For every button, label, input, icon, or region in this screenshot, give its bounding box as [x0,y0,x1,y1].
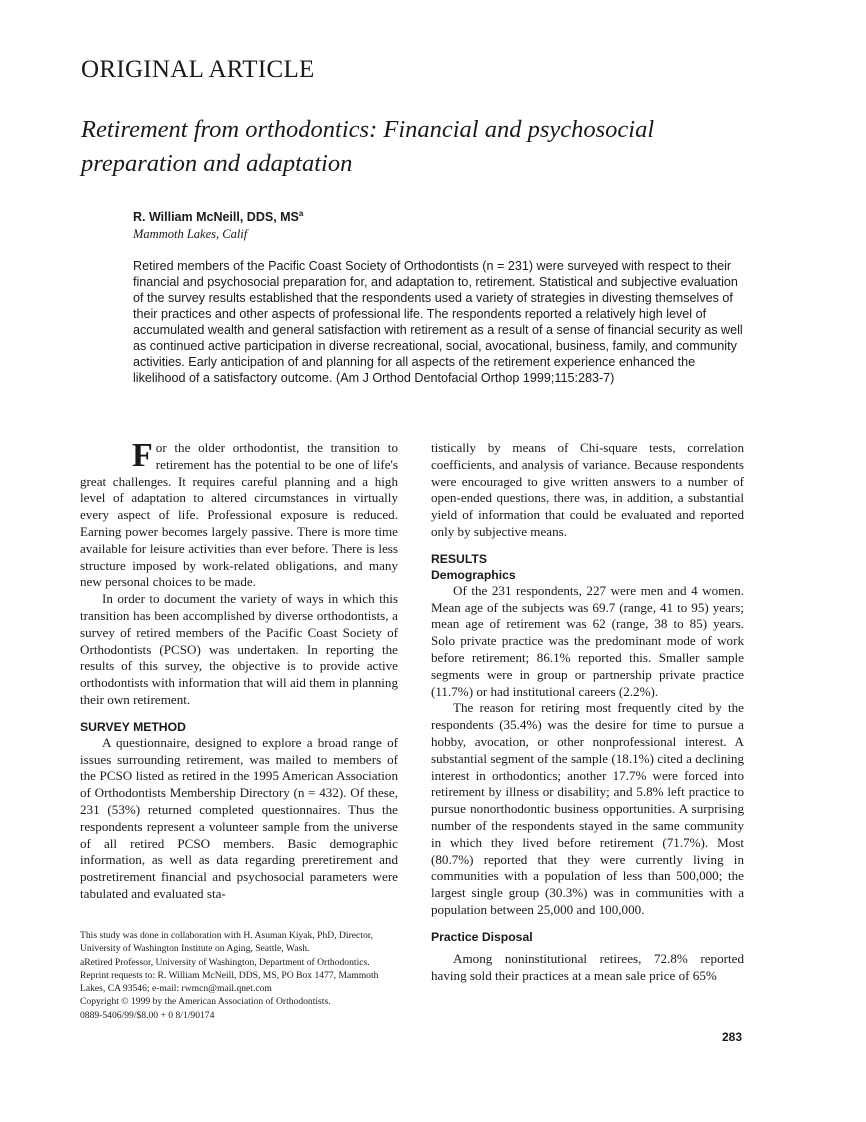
intro-p1-text: or the older orthodontist, the transition to retirement has the potential to be one of life's great challenges. It requires careful planning and a high level of adaptation to altered circumstances in virtually every aspect of life. Professional exposure is reduced. Earning power becomes largely passive. There is more time available for leisure activities than ever before. There is less structure imposed by work-related obligations, and many new personal choices to be made. [80,440,398,590]
heading-results: RESULTS [431,551,487,566]
heading-practice-disposal: Practice Disposal [431,929,533,944]
footnote-line: This study was done in collaboration with H. Asuman Kiyak, PhD, Director, [80,930,373,941]
page-number: 283 [722,1030,743,1044]
footnote-line: Lakes, CA 93546; e-mail: rwmcn@mail.qnet.com [80,983,272,995]
footnote-line: Copyright © 1999 by the American Association of Orthodontists. [80,996,331,1008]
demographics-paragraph-1: Of the 231 respondents, 227 were men and 4 women. Mean age of the subjects was 69.7 (range, 41 to 95) years; mean age of retirement was 62 (range, 38 to 85) years. Solo private practice was the predominant mode of work before retirement; 86.1% reported this. Smaller sample segments were in group or partnership private practice (11.7%) or had institutional careers (2.2%). [431,582,744,699]
affiliation: Mammoth Lakes, Calif [133,227,248,241]
author-superscript: a [298,209,304,218]
footnote-line: Reprint requests to: R. William McNeill, DDS, MS, PO Box 1477, Mammoth [80,969,379,981]
section-label: ORIGINAL ARTICLE [81,56,315,83]
column-right [431,440,744,984]
heading-demographics: Demographics [431,567,516,582]
intro-paragraph-2: In order to document the variety of ways in which this transition has been accomplished by diverse orthodontists, a survey of retired members of the Pacific Coast Society of Orthodontists (PCSO) was undertaken. In reporting the results of this survey, the objective is to provide active orthodontists with information that will aid them in planning their own retirement. [80,591,398,707]
author-name: R. William McNeill, DDS, MS [133,210,299,225]
intro-paragraph-1 [80,437,398,591]
drop-cap: F [132,437,153,474]
heading-survey-method: SURVEY METHOD [80,719,186,734]
practice-paragraph-1: Among noninstitutional retirees, 72.8% reported having sold their practices at a mean sale price of 65% [431,950,744,983]
column-left [80,437,398,903]
survey-paragraph-part1: A questionnaire, designed to explore a broad range of issues surrounding retirement, was mailed to members of the PCSO listed as retired in the 1995 American Association of Orthodontists Membership Directory (n = 432). Of these, 231 (53%) returned completed questionnaires. Thus the respondents represent a volunteer sample from the universe of all retired PCSO members. Basic demographic information, as well as data regarding preretirement and postretirement financial and psychosocial parameters were tabulated and evaluated sta- [80,734,398,901]
survey-paragraph-part2: tistically by means of Chi-square tests, correlation coefficients, and analysis of variance. Because respondents were encouraged to give written answers to a number of open-ended questions, there was, in addition, a substantial yield of information that could be evaluated and reported only by subjective means. [431,440,744,539]
footnote-line: aRetired Professor, University of Washington, Department of Orthodontics. [80,956,370,968]
article-title: Retirement from orthodontics: Financial and psychosocial preparation and adaptation [81,116,655,177]
abstract: Retired members of the Pacific Coast Society of Orthodontists (n = 231) were surveyed with respect to their financial and psychosocial preparation for, and adaptation to, retirement. Statistical and subjective evaluation of the survey results established that the respondents used a variety of strategies in divesting themselves of their practices and other aspects of professional life. The respondents reported a relatively high level of accumulated wealth and general satisfaction with retirement as a result of a sense of financial security as well as continued active participation in diverse recreational, social, avocational, business, family, and community activities. Early anticipation of and planning for all aspects of the retirement experience enhanced the likelihood of a satisfactory outcome. (Am J Orthod Dentofacial Orthop 1999;115:283-7) [133,259,743,385]
author-line [133,209,303,224]
demographics-paragraph-2: The reason for retiring most frequently cited by the respondents (35.4%) was the desire for time to pursue a hobby, avocation, or other nonprofessional interest. A substantial segment of the sample (18.1%) cited a declining interest in orthodontics; another 17.7% were forced into retirement by illness or disability; and 5.8% left practice to pursue nonorthodontic business opportunities. A surprising number of the respondents stayed in the same community in which they lived before retirement (71.7%). Most (80.7%) reported that they were currently living in communities with a population of less than 500,000; the largest single group (30.3%) was in communities with a population between 25,000 and 100,000. [431,700,744,917]
footnote-line: 0889-5406/99/$8.00 + 0 8/1/90174 [80,1009,215,1021]
footnote-line: University of Washington Institute on Aging, Seattle, Wash. [80,943,310,955]
footnotes [80,929,402,1022]
